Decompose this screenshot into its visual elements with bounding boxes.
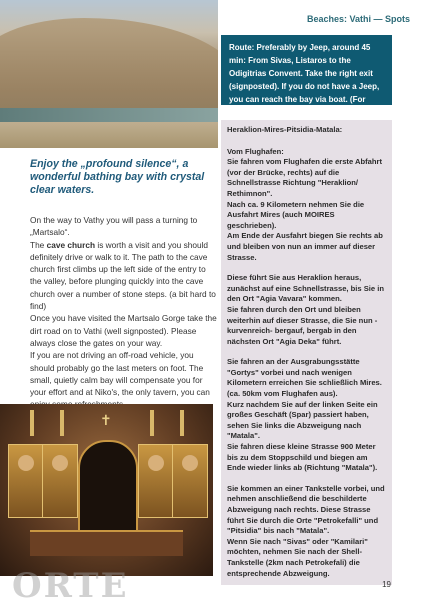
german-heading: Heraklion-Mires-Pitsidia-Matala: [227, 125, 343, 134]
body-paragraph-3: Once you have visited the Martsalo Gorge take the dirt road on to Vathi (well signposted). Please always close the gates on your way. [30, 313, 217, 348]
cross-icon: ✝ [100, 412, 112, 428]
beach-photo [0, 0, 218, 148]
cave-church-photo [0, 404, 213, 576]
hanging-lamp [150, 410, 154, 436]
cave-church-term: cave church [46, 239, 96, 250]
orte-watermark: ORTE [12, 566, 129, 606]
hanging-lamp [60, 410, 64, 436]
hanging-lamp [30, 410, 34, 436]
altar [30, 530, 183, 556]
route-box: Route: Preferably by Jeep, around 45 min: From Sivas, Listaros to the Odigitrias Convent. Take the right exit (signposted). If you do not have a Jeep, you can reach the bay via boat. (For tours go to page 36) [221, 35, 392, 105]
body-text [30, 214, 218, 411]
beach-sand [0, 122, 218, 148]
icon-painting [172, 444, 208, 518]
page-number: 19 [382, 580, 391, 589]
hanging-lamp [180, 410, 184, 436]
iconostasis-door [78, 440, 138, 534]
intro-heading: Enjoy the „profound silence“, a wonderful bathing bay with crystal clear waters. [30, 158, 205, 196]
icon-painting [42, 444, 78, 518]
german-paragraph-3: Sie fahren an der Ausgrabungsstätte "Gortys" vorbei und nach wenigen Kilometern erreichen Sie schließlich Mires. (ca. 50km vom Flughafen aus). Kurz nachdem Sie auf der linken Seite ein großes Geschäft (Spar) passiert haben, sehen Sie links die Abzweigung nach "Matala". Sie fahren diese kleine Strasse 900 Meter bis zu dem Stoppschild und biegen am Ende wieder links ab (Richtung "Matala"). [227, 357, 382, 473]
body-paragraph-2: The cave church is worth a visit and you should definitely drive or walk to it. The path to the cave church first climbs up the left side of the entry to the valley, before plunging quickly into the cave church over a number of stone steps. (a bit hard to find) [30, 239, 216, 312]
german-paragraph-1: Vom Flughafen: Sie fahren vom Flughafen die erste Abfahrt (vor der Brücke, rechts) auf die Schnellstrasse Richtung "Heraklion/ Rethimnon". Nach ca. 9 Kilometern nehmen Sie die Ausfahrt Mires (auch MOIRES geschrieben). Am Ende der Ausfahrt biegen Sie rechts ab und bleiben von nun an immer auf dieser Strasse. [227, 146, 383, 262]
icon-painting [138, 444, 174, 518]
german-paragraph-2: Diese führt Sie aus Heraklion heraus, zunächst auf eine Schnellstrasse, bis Sie in den Ort "Agia Vavara" kommen. Sie fahren durch den Ort und bleiben weiterhin auf dieser Strasse, die Sie nun -kurvenreich- bergauf, bergab in den nächsten Ort "Agia Deka" führt. [227, 273, 384, 346]
body-paragraph-4: If you are not driving an off-road vehicle, you should probably go the last meters on foot. The small, quietly calm bay will compensate you for your effort and at Niko's, the only tavern, you can [30, 350, 210, 398]
page-header-title: Beaches: Vathi — Spots [306, 14, 410, 24]
german-paragraph-4: Sie kommen an einer Tankstelle vorbei, und nehmen anschließend die beschilderte Abzweigung nach rechts. Diese Strasse führt Sie durch die Orte "Petrokefalli" und "Pitsidia" bis nach "Matala". Wenn Sie nach "Sivas" oder "Kamilari" möchten, nehmen Sie nach der Shell-Tankstelle (2km nach Petrokefali) die entsprechende Abzweigung. [227, 483, 385, 578]
german-directions-box [221, 120, 392, 585]
body-paragraph-1: On the way to Vathy you will pass a turning to „Martsalo“. [30, 215, 198, 238]
icon-painting [8, 444, 44, 518]
